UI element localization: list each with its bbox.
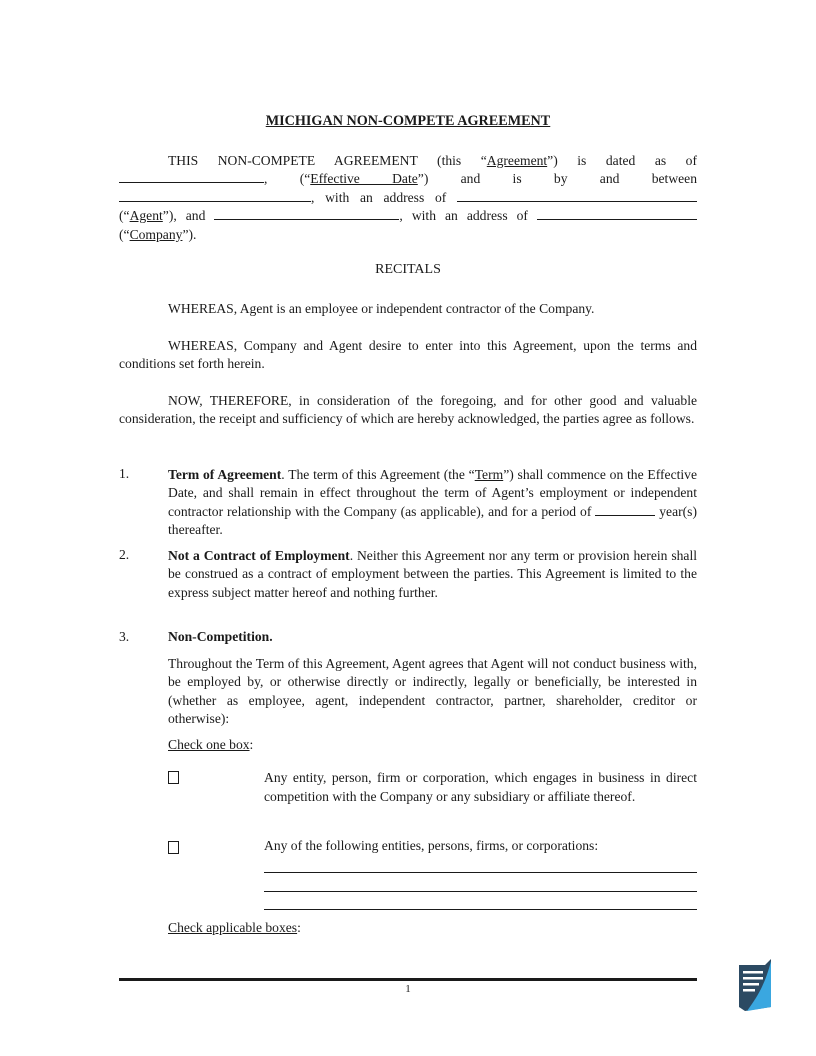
check-one-box-label: Check one box: xyxy=(168,737,254,752)
intro-paragraph: THIS NON-COMPETE AGREEMENT (this “Agreement”) is dated as of , (“Effective Date”) and is by and between , with an address of (“Agent”), and , with an address of (“Company”). xyxy=(119,153,698,242)
section-number: 1. xyxy=(119,466,130,481)
footer-rule xyxy=(119,978,697,981)
section-number: 3. xyxy=(119,629,130,644)
page-number: 1 xyxy=(405,983,411,995)
option-2-text: Any of the following entities, persons, firms, or corporations: xyxy=(264,838,599,853)
option-2-checkbox[interactable] xyxy=(168,841,179,854)
non-compete-body: Throughout the Term of this Agreement, Agent agrees that Agent will not conduct business with, be employed by, or otherwise directly or indirectly, legally or beneficially, be interested in (whether as employee, agent, independent contractor, partner, shareholder, creditor or otherwise): xyxy=(168,656,697,727)
section-heading: Non-Competition. xyxy=(168,629,273,644)
defined-term-term: Term xyxy=(474,467,504,482)
defined-term-effective-date: Effective Date xyxy=(310,171,418,187)
whereas-clause-1: WHEREAS, Agent is an employee or independent contractor of the Company. xyxy=(168,301,595,316)
option-1-checkbox[interactable] xyxy=(168,771,179,784)
agent-name-blank[interactable] xyxy=(119,189,311,202)
entity-line-1[interactable] xyxy=(264,872,697,873)
check-applicable-boxes-label: Check applicable boxes: xyxy=(168,920,301,935)
option-1-text: Any entity, person, firm or corporation, which engages in business in direct competition with the Company or any subsidiary or affiliate thereof. xyxy=(264,770,697,804)
company-name-blank[interactable] xyxy=(214,207,399,220)
document-page: MICHIGAN NON-COMPETE AGREEMENT THIS NON-COMPETE AGREEMENT (this “Agreement”) is dated as of , (“Effective Date”) and is by and between , with an address of (“Agent”), and , with an address of (“Company”). RECITALS WHEREAS, Agent is an employee or independent contractor of the Company. WHEREAS, Company and Agent desire to enter into this Agreement, upon the terms and conditions set forth herein. NOW, THEREFORE, in consideration of the foregoing, and for other good and valuable consideration, the receipt and sufficiency of which are hereby acknowledged, the parties agree as follows. 1. Term of Agreement. The term of this Agreement (the “Term”) shall commence on the Effective Date, and shall remain in effect throughout the term of Agent’s employment or independent contractor relationship with the Company (as applicable), and for a period of year(s) thereafter. 2. Not a Contract of Employment. Neither this Agreement nor any term or provision herein shall be construed as a contract of employment between the parties. This Agreement is limited to the express subject matter hereof and nothing further. 3. Non-Competition. Throughout the Term of this Agreement, Agent agrees that Agent will not conduct business with, be employed by, or otherwise directly or indirectly, legally or beneficially, be interested in (whether as employee, agent, independent contractor, partner, shareholder, creditor or otherwise): Check one box: Any entity, person, firm or corporation, which engages in business in direct competition with the Company or any subsidiary or affiliate thereof. Any of the following entities, persons, firms, or corporations: Check applicable boxes: xyxy=(119,113,698,935)
section-number: 2. xyxy=(119,547,130,562)
term-years-blank[interactable] xyxy=(595,503,655,516)
entity-line-2[interactable] xyxy=(264,891,697,892)
section-heading: Term of Agreement xyxy=(168,467,282,482)
company-address-blank[interactable] xyxy=(537,207,697,220)
defined-term-company: Company xyxy=(129,226,183,242)
defined-term-agreement: Agreement xyxy=(486,153,548,168)
defined-term-agent: Agent xyxy=(129,208,163,224)
agent-address-blank[interactable] xyxy=(457,189,697,202)
document-title: MICHIGAN NON-COMPETE AGREEMENT xyxy=(265,113,551,129)
entity-line-3[interactable] xyxy=(264,909,697,910)
whereas-clause-2: WHEREAS, Company and Agent desire to enter into this Agreement, upon the terms and conditions set forth herein. xyxy=(119,338,697,372)
document-logo-icon xyxy=(735,957,775,1013)
now-therefore-clause: NOW, THEREFORE, in consideration of the foregoing, and for other good and valuable consideration, the receipt and sufficiency of which are hereby acknowledged, the parties agree as follows. xyxy=(119,393,697,427)
date-blank[interactable] xyxy=(119,170,264,183)
recitals-heading: RECITALS xyxy=(375,262,441,277)
section-heading: Not a Contract of Employment xyxy=(168,548,350,563)
